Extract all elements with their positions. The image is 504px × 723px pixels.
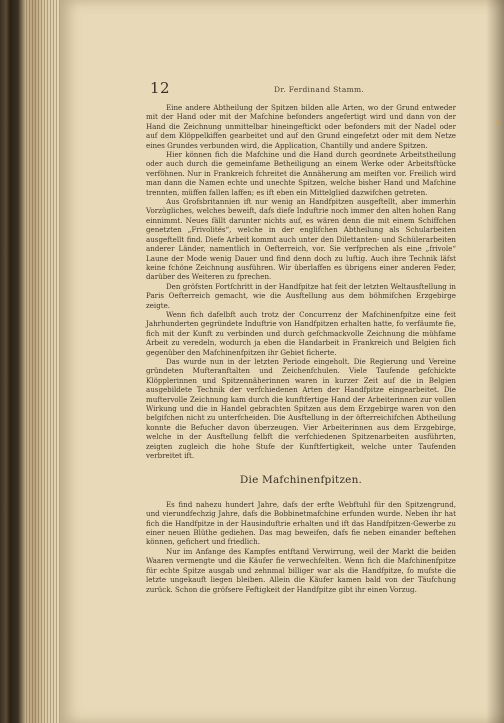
page-number: 12 (150, 79, 171, 97)
spine-shadow (486, 0, 504, 723)
paragraph: Hier können fich die Mafchine und die Hand durch geordnete Arbeitstheilung oder auch durch die gemeinfame Betheiligung an einem Werke oder Arbeitsftücke verföhnen. Nur in Frankreich fchreitet die Annäherung am meiften vor. Freilich wird man dann die Namen echte und unechte Spitzen, welche bisher Hand und Mafchine trennten, müffen fallen laffen; es ift eben ein Mittelglied dazwifchen getreten. (146, 150, 456, 197)
paragraph: Es find nahezu hundert Jahre, dafs der erfte Webftuhl für den Spitzengrund, und vierundfechzig Jahre, dafs die Bobbinetmafchine erfunden wurde. Neben ihr hat fich die Handfpitze in der Hausinduftrie erhalten und ift das Handfpitzen-Gewerbe zu einer neuen Blüthe gediehen. Das mag beweifen, dafs fie neben einander beftehen können, gefichert und friedlich. (146, 499, 456, 547)
margin-mark (496, 120, 499, 126)
paragraph: Wenn fich dafelbft auch trotz der Concurrenz der Mafchinenfpitze eine feit Jahrhunderten gegründete Induftrie von Handfpitzen erhalten hatte, fo verfäumte fie, fich mit der Kunft zu verbinden und durch gefchmackvolle Zeichnung die mühfame Arbeit zu veredeln, wodurch ja eben die Handarbeit in Frankreich und Belgien fich gegenüber den Mafchinenfpitzen ihr Gebiet ficherte. (146, 309, 456, 357)
body-text (146, 103, 456, 594)
paragraph: Aus Grofsbritannien ift nur wenig an Handfpitzen ausgeftellt, aber immerhin Vorzügliches, welches beweift, dafs diefe Induftrie noch immer den alten hohen Rang einnimmt. Neues fällt darunter nichts auf, es wären denn die mit einem Schiffchen genetzten „Frivolités“, welche in der englifchen Abtheilung als Schularbeiten ausgeftellt find. Diefe Arbeit kommt auch unter den Dilettanten- und Schülerarbeiten anderer Länder, namentlich in Oefterreich, vor. Sie verfprechen als eine „frivole“ Laune der Mode wenig Dauer und find denn doch zu luftig. Auch ihre Technik läfst keine fchöne Zeichnung ausführen. Wir überlaffen es übrigens einer anderen Feder, darüber des Weiteren zu fprechen. (146, 197, 456, 282)
page-header (150, 79, 450, 99)
paragraph: Das wurde nun in der letzten Periode eingeholt. Die Regierung und Vereine gründeten Mufteranftalten und Zeichenfchulen. Viele Taufende gefchickte Klöpplerinnen und Spitzennäherinnen waren in kurzer Zeit auf die in Belgien ausgebildete Technik der verfchiedenen Arten der Handfpitze eingearbeitet. Die muftervolle Zeichnung kam durch die kunftfertige Hand der Arbeiterinnen zur vollen Wirkung und die in Handel gebrachten Spitzen aus dem Erzgebirge waren von den belgifchen nicht zu unterfcheiden. Die Ausftellung in der öfterreichifchen Abtheilung konnte die Befucher davon überzeugen. Vier Arbeiterinnen aus dem Erzgebirge, welche in der Ausftellung felbft die verfchiedenen Spitzenarbeiten ausführten, zeigten zugleich die hohe Stufe der Kunftfertigkeit, welche unter Taufenden verbreitet ift. (146, 356, 456, 461)
running-head: Dr. Ferdinand Stamm. (274, 85, 365, 94)
section-title: Die Mafchinenfpitzen. (239, 474, 363, 487)
paragraph: Nur im Anfange des Kampfes entftand Verwirrung, weil der Markt die beiden Waaren vermengte und die Käufer fie verwechfelten. Wenn fich die Mafchinenfpitze für echte Spitze ausgab und zehnmal billiger war als die Handfpitze, fo mufste die letzte ungekauft liegen bleiben. Allein die Käufer kamen bald von der Täufchung zurück. Schon die gröfsere Feftigkeit der Handfpitze gibt ihr einen Vorzug. (146, 546, 456, 594)
paragraph: Eine andere Abtheilung der Spitzen bilden alle Arten, wo der Grund entweder mit der Hand oder mit der Mafchine befonders angefertigt wird und dann von der Hand die Zeichnung unmittelbar hineingeftickt oder befonders mit der Nadel oder auf dem Klöppelkiffen gearbeitet und auf den Grund eingefetzt oder mit dem Netze eines Grundes verbunden wird, die Application, Chantilly und andere Spitzen. (146, 103, 456, 150)
paragraph: Den gröfsten Fortfchritt in der Handfpitze hat feit der letzten Weltausftellung in Paris Oefterreich gemacht, wie die Ausftellung aus dem böhmifchen Erzgebirge zeigte. (146, 281, 456, 310)
